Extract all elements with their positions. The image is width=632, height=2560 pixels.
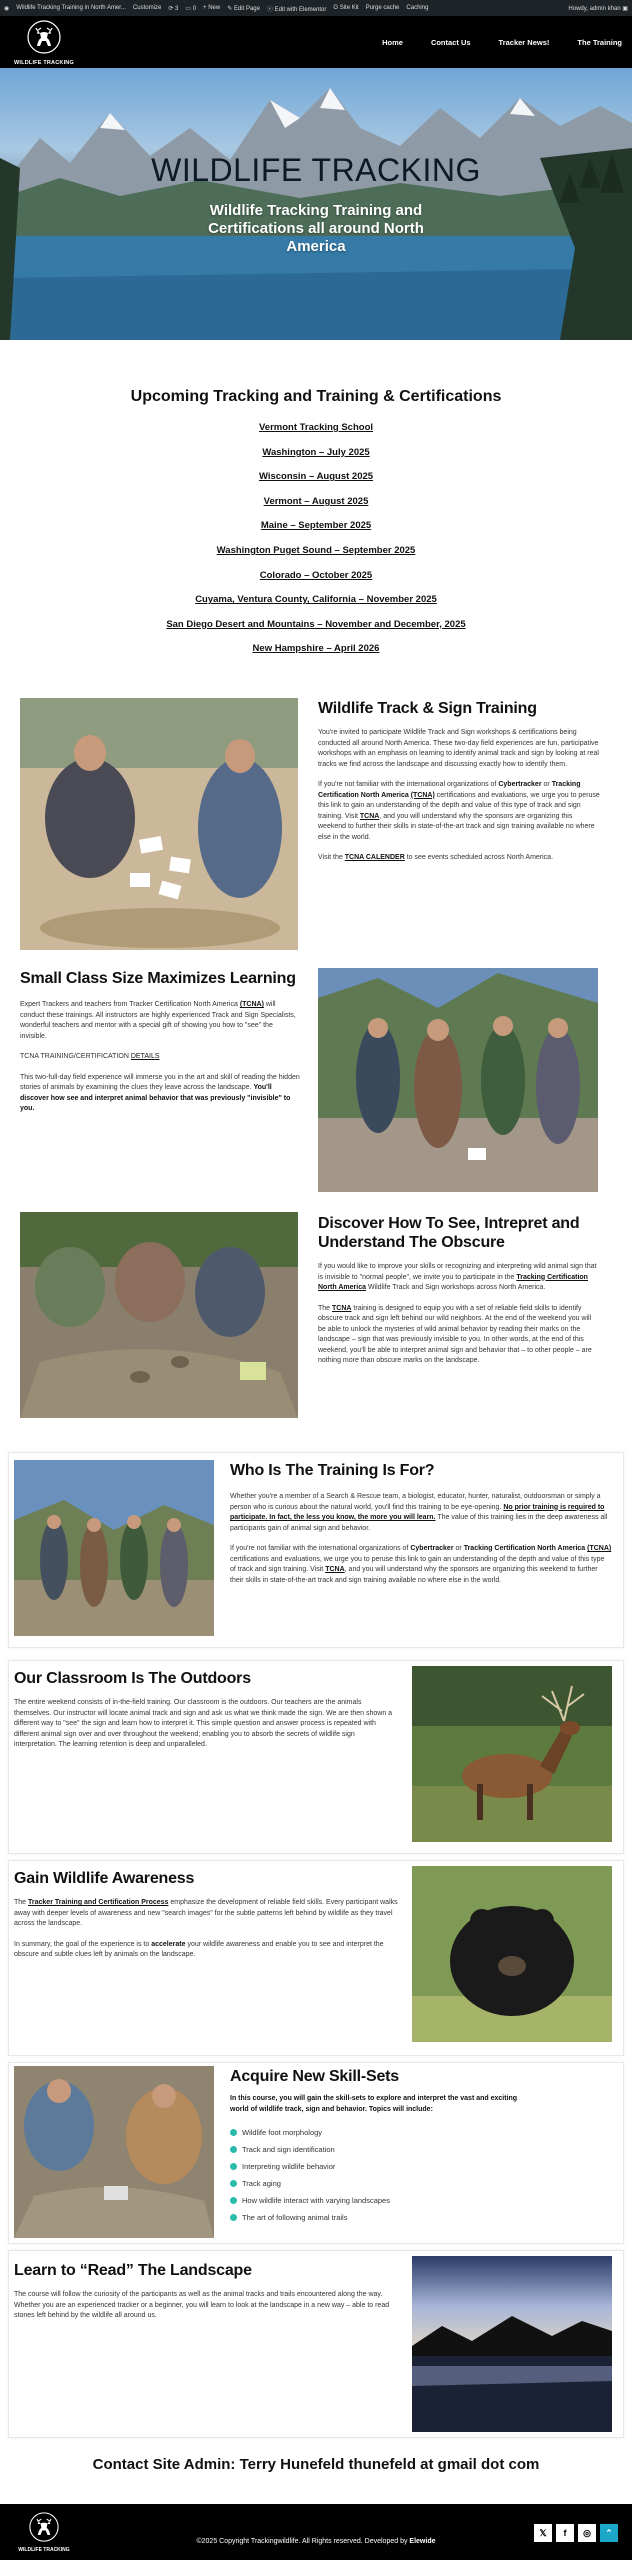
s8-text: The course will follow the curiosity of the participants as well as the animal tracks and trails encountered along the way. Whether you are an experienced tracker or a beginner, you will learn to look at the landscape in a new way – able to read stones left behind by the wildlife all around us. <box>14 2291 390 2319</box>
adminbar-account[interactable]: Howdy, admin khan ▣ <box>568 5 628 12</box>
social-links <box>534 2524 618 2542</box>
event-link-washington-july[interactable]: Washington – July 2025 <box>262 446 370 458</box>
s1-paragraph-1: You're invited to participate Wildlife Track and Sign workshops & certifications being conducted all around North America. These two-day field experiences are fun, participative workshops with an emphasis on learning to identify animal track and sign by looking at real tracks we find across the landscape and discussing exactly how to identify them. <box>318 729 599 768</box>
site-footer <box>0 2504 632 2560</box>
adminbar-purge[interactable]: Purge cache <box>365 5 400 11</box>
adminbar-comments[interactable]: ▭ 0 <box>185 5 197 12</box>
hero-title: WILDLIFE TRACKING <box>151 152 481 188</box>
copyright: ©2025 Copyright Trackingwildlife. All Rights reserved. Developed by Elewide <box>196 2538 436 2545</box>
adminbar-site[interactable]: Wildlife Tracking Training in North Amer... <box>16 5 126 11</box>
nav-contact-us[interactable]: Contact Us <box>430 38 471 47</box>
adminbar-elementor[interactable]: ⓔ Edit with Elementor <box>266 6 327 13</box>
s3-heading: Discover How To See, Intrepret and Understand The Obscure <box>318 1215 580 1251</box>
s3-paragraph-2: The TCNA training is designed to equip you with a set of reliable field skills to identify obscure track and sign left behind our wild neighbors. At the end of the weekend you will be able to unlock the mysteries of wild animal behavior by reading their marks on the landscape – sign that was previously invisible to you. In other words, at the end of this weekend, you'll be able to interpret animal sign and behavior that – to other people – are nothing more than obscure marks on the landscape. <box>318 1304 592 1364</box>
tcna-link[interactable]: (TCNA) <box>410 791 435 799</box>
adminbar-new[interactable]: + New <box>203 5 221 11</box>
site-logo[interactable] <box>14 20 74 64</box>
event-link-puget-sound[interactable]: Washington Puget Sound – September 2025 <box>216 544 416 556</box>
tracker-training-process-link[interactable]: Tracker Training and Certification Process <box>28 1899 169 1906</box>
main-nav <box>382 38 622 47</box>
event-link-vermont-school[interactable]: Vermont Tracking School <box>258 422 374 433</box>
hero-banner <box>0 68 632 340</box>
check-circle-icon <box>230 2214 237 2221</box>
s2-text <box>20 1000 300 1125</box>
s1-heading: Wildlife Track & Sign Training <box>318 700 537 717</box>
lake-sunset-photo <box>412 2256 612 2432</box>
adminbar-updates[interactable]: ⟳ 3 <box>168 5 179 12</box>
tcna-link-2[interactable]: (TCNA) <box>239 1001 264 1008</box>
tcna-calendar-link[interactable]: TCNA CALENDER <box>344 854 405 861</box>
event-link-maine-september[interactable]: Maine – September 2025 <box>260 520 372 532</box>
group-outdoors-photo <box>14 1460 214 1636</box>
trackers-field-photo <box>318 968 598 1192</box>
s6-text <box>14 1898 398 1971</box>
nav-the-training[interactable]: The Training <box>577 38 622 47</box>
check-circle-icon <box>230 2146 237 2153</box>
s3-paragraph-1: If you would like to improve your skills or recognizing and interpreting wild animal sign that is invisible to "normal people", we invite you to participate in the Tracking Certification North America Wildlife Track and Sign workshops across North America. <box>318 1263 597 1291</box>
black-bear-photo <box>412 1866 612 2042</box>
s6-heading: Gain Wildlife Awareness <box>14 1870 195 1887</box>
twitter-icon[interactable]: 𝕏 <box>534 2524 552 2542</box>
s1-text <box>318 728 600 874</box>
s5-text: The entire weekend consists of in-the-field training. Our classroom is the outdoors. Our teachers are the animals themselves. Our instructor will locate animal track and sign and ask us what we think made the sign. We are then shown a different way to "see" the sign and learn how to interpret it. This simple question and answer process is repeated with different animal sign over and over throughout the weekend; enabling you to absorb the secrets of wildlife sign interpretation. The learning retention is deep and unparalleled. <box>14 1699 393 1748</box>
upcoming-heading: Upcoming Tracking and Training & Certifications <box>130 388 502 405</box>
s8-heading: Learn to “Read” The Landscape <box>14 2262 252 2279</box>
s5-heading: Our Classroom Is The Outdoors <box>14 1670 251 1687</box>
developer-link[interactable]: Elewide <box>409 2538 436 2545</box>
s6-paragraph-2: In summary, the goal of the experience is to accelerate your wildlife awareness and enable you to see and interpret the obscure and subtle clues left by animals on the landscape. <box>14 1940 384 1958</box>
s3-text <box>318 1262 600 1377</box>
s4-heading: Who Is The Training Is For? <box>230 1462 435 1479</box>
event-link-wisconsin-august[interactable]: Wisconsin – August 2025 <box>258 471 374 483</box>
topics-list <box>230 2124 530 2226</box>
check-circle-icon <box>230 2180 237 2187</box>
adminbar-edit-page[interactable]: ✎ Edit Page <box>227 5 260 12</box>
event-link-cuyama[interactable]: Cuyama, Ventura County, California – November 2025 <box>195 594 437 606</box>
event-link-vermont-august[interactable]: Vermont – August 2025 <box>263 495 369 507</box>
track-study-photo <box>14 2066 214 2238</box>
training-group-photo <box>20 698 298 950</box>
topic-item: Interpreting wildlife behavior <box>230 2158 530 2175</box>
upcoming-events <box>0 388 632 662</box>
s2-paragraph-3: This two-full-day field experience will immerse you in the art and skill of reading the hidden stories of animals by examining the clues they leave across the landscape. You'll discover how see and interpret animal behavior that was previously "invisible" to you. <box>20 1073 300 1112</box>
wordpress-icon[interactable]: ◉ <box>4 5 10 12</box>
event-link-san-diego[interactable]: San Diego Desert and Mountains – November and December, 2025 <box>166 618 466 630</box>
s1-paragraph-3: Visit the TCNA CALENDER to see events scheduled across North America. <box>318 854 554 861</box>
topic-item: How wildlife interact with varying landscapes <box>230 2192 530 2209</box>
s6-paragraph-1: The Tracker Training and Certification Process emphasize the development of reliable field skills. Every participant walks away with deeper levels of awareness and new "search images" for the subtle patterns left behind by wildlife as they travel across the landscape. <box>14 1899 398 1927</box>
check-circle-icon <box>230 2163 237 2170</box>
footer-logo[interactable] <box>14 2512 74 2553</box>
hero-subtitle: Wildlife Tracking Training and Certifications all around North America <box>208 202 424 255</box>
contact-line: Contact Site Admin: Terry Hunefeld thunefeld at gmail dot com <box>92 2456 540 2473</box>
nav-tracker-news[interactable]: Tracker News! <box>498 38 550 47</box>
deer-logo-icon <box>24 20 64 54</box>
s1-paragraph-2: If you're not familiar with the international organizations of Cybertracker or Tracking Certification North America (TCNA) certifications and evaluations, we urge you to peruse this link to gain an understanding of the depth and value of this type of track and sign training. Visit TCNA, and you will understand why the sponsors are organizing this weekend to further their skills in state-of-the-art track and sign training available no where else in the world. <box>318 781 600 841</box>
tcna-link-3[interactable]: Tracking Certification North America <box>318 1273 588 1291</box>
elk-photo <box>412 1666 612 1842</box>
scroll-top-icon[interactable]: ⌃ <box>600 2524 618 2542</box>
topic-item: The art of following animal trails <box>230 2209 530 2226</box>
s2-heading: Small Class Size Maximizes Learning <box>20 970 296 987</box>
logo-text: WILDLIFE TRACKING <box>14 60 74 66</box>
topic-item: Track aging <box>230 2175 530 2192</box>
footer-logo-text: WILDLIFE TRACKING <box>18 2547 70 2553</box>
tcna-link-4[interactable]: TCNA <box>332 1304 352 1312</box>
adminbar-sitekit[interactable]: G Site Kit <box>333 5 359 11</box>
topic-item: Wildlife foot morphology <box>230 2124 530 2141</box>
s4-paragraph-2: If you're not familiar with the international organizations of Cybertracker or Tracking Certification North America (TCNA) certifications and evaluations, we urge you to peruse this link to gain an understanding of the depth and value of this type of track and sign training. Visit TCNA, and you will understand why the sponsors are organizing this weekend to further their skills in state-of-the-art track and sign training available no where else in the world. <box>230 1545 612 1584</box>
check-circle-icon <box>230 2197 237 2204</box>
s7-intro: In this course, you will gain the skill-sets to explore and interpret the vast and exciting world of wildlife track, sign and behavior. Topics will include: <box>230 2095 518 2113</box>
s4-paragraph-1: Whether you're a member of a Search & Rescue team, a biologist, educator, hunter, naturalist, outdoorsman or simply a person who is curious about the natural world, you'll find this training to be eye-opening. No prior training is required to participate. In fact, the less you know, the more you will learn. The value of this training lies in the deep awareness all participants gain of animal sign and behavior. <box>230 1493 608 1532</box>
site-header <box>0 16 632 68</box>
instagram-icon[interactable]: ◎ <box>578 2524 596 2542</box>
topic-item: Track and sign identification <box>230 2141 530 2158</box>
nav-home[interactable]: Home <box>382 38 403 47</box>
adminbar-customize[interactable]: Customize <box>132 5 162 11</box>
tcna-visit-link[interactable]: TCNA <box>359 812 380 820</box>
event-link-new-hampshire[interactable]: New Hampshire – April 2026 <box>252 643 380 655</box>
tcna-link-5[interactable]: (TCNA) <box>587 1545 612 1552</box>
s2-paragraph-1: Expert Trackers and teachers from Tracker Certification North America (TCNA) will conduct these trainings. All instructors are highly experienced Track and Sign Specialists, wonderful teachers and mentor with a special gift of showing you how to "see" the invisible. <box>20 1001 296 1040</box>
facebook-icon[interactable]: f <box>556 2524 574 2542</box>
tracking-mud-photo <box>20 1212 298 1418</box>
tcna-link-6[interactable]: TCNA <box>325 1566 345 1573</box>
check-circle-icon <box>230 2129 237 2136</box>
adminbar-caching[interactable]: Caching <box>406 5 429 11</box>
s2-paragraph-2: TCNA TRAINING/CERTIFICATION DETAILS <box>20 1053 160 1060</box>
s7-heading: Acquire New Skill-Sets <box>230 2068 399 2085</box>
s4-text <box>230 1492 612 1596</box>
admin-bar <box>0 0 632 16</box>
event-link-colorado[interactable]: Colorado – October 2025 <box>259 569 373 581</box>
details-link[interactable]: DETAILS <box>130 1053 160 1060</box>
